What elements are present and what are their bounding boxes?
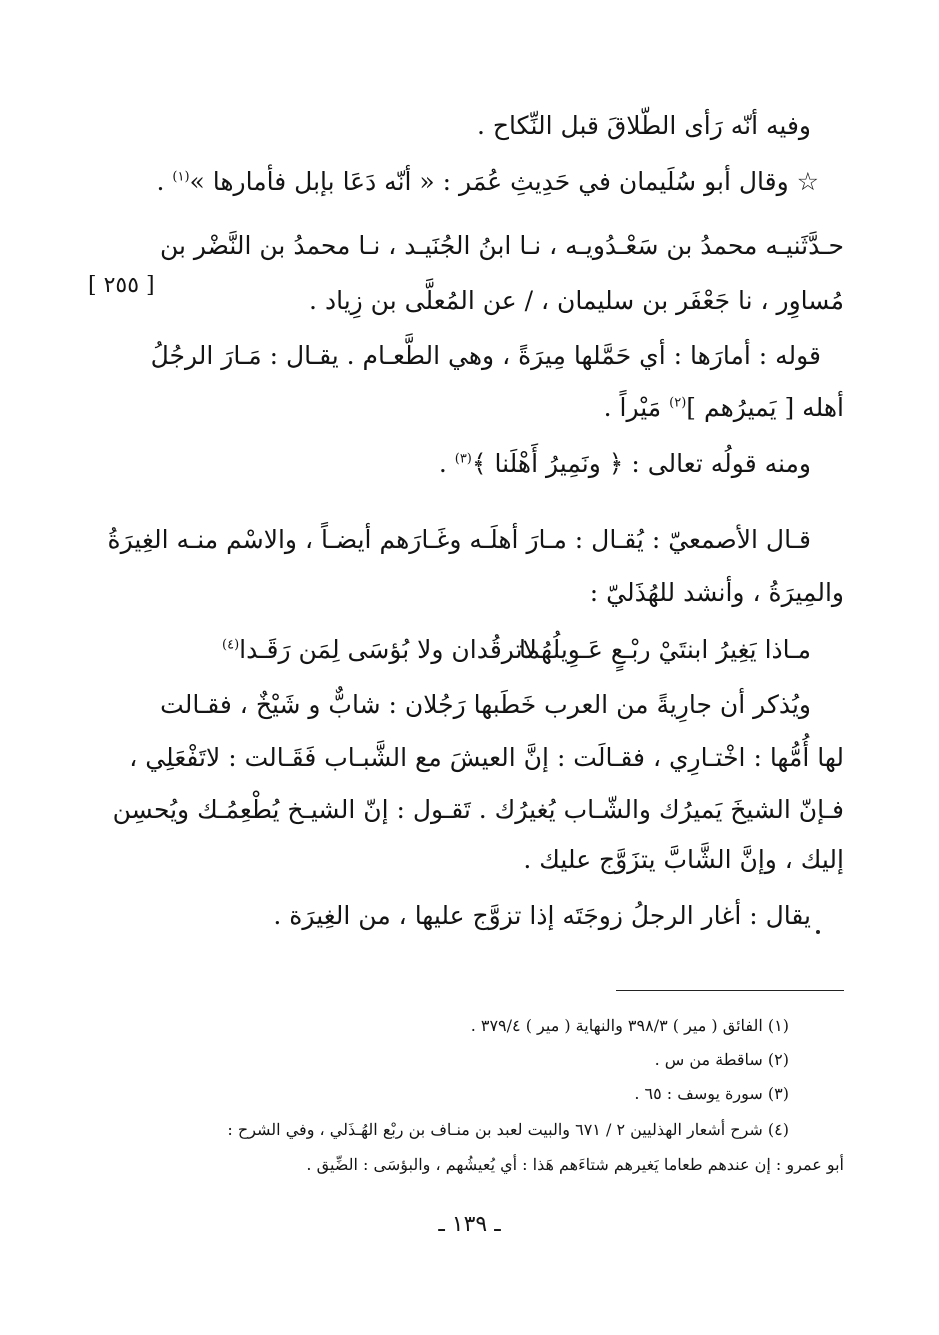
- footnote: (٤) شرح أشعار الهذليين ٢ / ٦٧١ والبيت لعبد بن منـاف بن ربْع الهُـذَلي ، وفي الشرح :: [227, 1120, 789, 1139]
- footnote: (٢) ساقطة من س .: [654, 1050, 789, 1069]
- text-line: قوله : أمارَها : أي حَمَّلها مِيرَةً ، وهي الطَّعـام . يقـال : مَـارَ الرجُلُ: [150, 341, 821, 370]
- text-line: قـال الأصمعيّ : يُقـال : مـارَ أهلَـه وغَـارَهم أيضـاً ، والاسْم منـه الغِيرَةُ: [107, 525, 811, 554]
- text-line: لها أُمُّها : اخْتـارِي ، فقـالَت : إنَّ العيشَ مع الشَّبـاب فَقَـالت : لاتَفْعَلِي ،: [129, 743, 844, 772]
- footnote-ref: (٣): [454, 451, 472, 467]
- footnote-ref: (١): [172, 169, 190, 185]
- text-span: مَيْراً .: [603, 393, 670, 422]
- page-number: ـ ١٣٩ ـ: [438, 1212, 501, 1237]
- footnote-ref: (٤): [222, 637, 240, 653]
- text-line: [156, 162, 819, 202]
- text-line: والمِيرَةُ ، وأنشد للهُذَليّ :: [589, 578, 844, 607]
- text-line: يقال : أغار الرجلُ زوجَتَه إذا تزوَّج عليها ، من الغِيرَة .: [273, 901, 811, 930]
- footnote-separator: [616, 990, 844, 991]
- marginal-page-ref: [ ٢٥٥ ]: [88, 273, 155, 298]
- footnote: (١) الفائق ( مير ) ٣٩٨/٣ والنهاية ( مير ) ٣٧٩/٤ .: [470, 1016, 789, 1035]
- footnote-ref: (٢): [669, 395, 687, 411]
- verse-first-hemistich: مـاذا يَغِيرُ ابنتَيْ ربْـعٍ عَـوِيلُهُما: [518, 635, 811, 664]
- text-line: فـإنّ الشيخَ يَميرُك والشّـاب يُغيرُك . تَقـول : إنّ الشيـخ يُطْعِمُـك ويُحسِن: [112, 795, 844, 824]
- text-span: ☆ وقال أبو سُلَيمان في حَدِيثِ عُمَر : « أنّه دَعَا بإبل فأمارها »: [189, 167, 819, 196]
- text-span: ومنه قولُه تعالى : ﴿ ونَمِيرُ أَهْلَنا ﴾: [471, 449, 811, 478]
- text-span: .: [156, 167, 173, 196]
- footnote: (٣) سورة يوسف : ٦٥ .: [634, 1084, 789, 1103]
- footnote: أبو عمرو : إن عندهم طعاما يَغيرهم شتاءَهم هَذا : أي يُعيشُهم ، والبؤسَى : الضِّيق .: [306, 1155, 844, 1174]
- text-line: [604, 388, 844, 428]
- text-line: [439, 444, 811, 484]
- text-line: وفيه أنّه رَأى الطّلاقَ قبل النِّكاح .: [477, 111, 811, 140]
- text-span: أهله [ يَميرُهم ]: [686, 393, 844, 422]
- verse-second-hemistich: [222, 630, 537, 670]
- text-line: حـدَّثَنيـه محمدُ بن سَعْـدُويـه ، نـا ابنُ الجُنَيـد ، نـا محمدُ بن النَّضْر بن: [159, 231, 844, 260]
- stray-mark: [816, 930, 820, 934]
- text-span: .: [438, 449, 455, 478]
- text-line: مُساوِر ، نا جَعْفَر بن سليمان ، / عن المُعلَّى بن زِياد .: [309, 286, 844, 315]
- text-line: ويُذكر أن جارِيةً من العرب خَطَبها رَجُلان : شابٌّ و شَيْخٌ ، فقـالت: [160, 690, 811, 719]
- text-span: لاترقُدان ولا بُؤسَى لِمَن رَقَـدا: [239, 635, 537, 664]
- text-line: إليك ، وإنَّ الشَّابَّ يتزَوَّج عليك .: [523, 845, 844, 874]
